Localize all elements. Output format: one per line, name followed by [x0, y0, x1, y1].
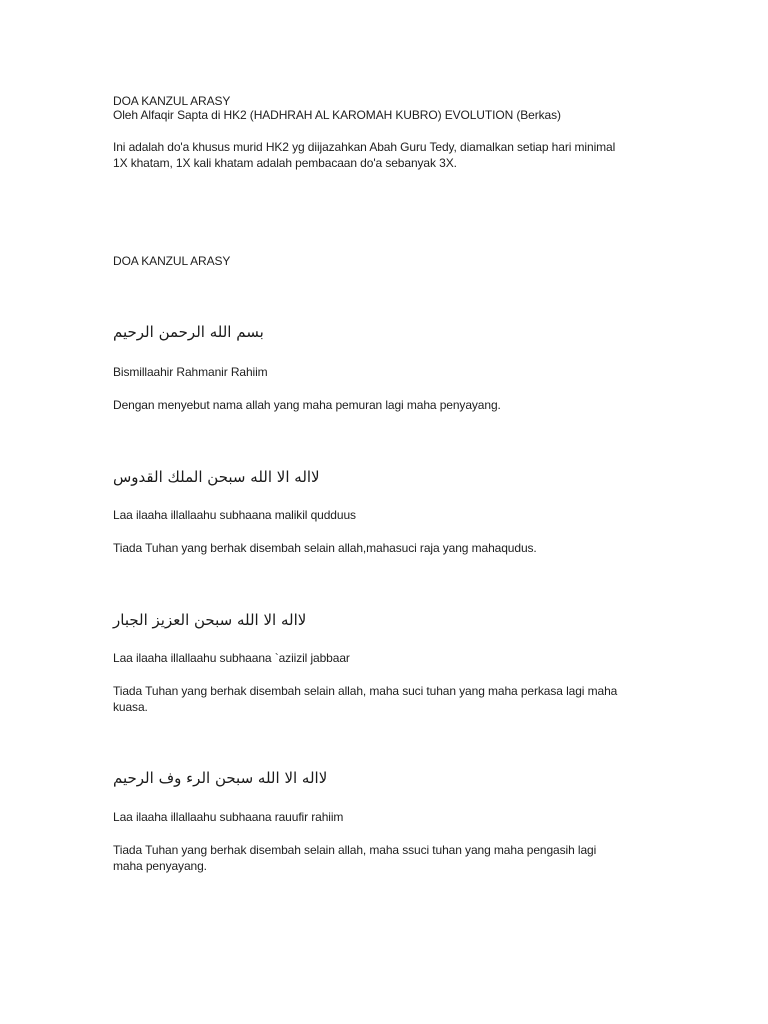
intro-line-1: Ini adalah do'a khusus murid HK2 yg diijazahkan Abah Guru Tedy, diamalkan setiap hari minimal — [113, 140, 616, 154]
document-byline: Oleh Alfaqir Sapta di HK2 (HADHRAH AL KAROMAH KUBRO) EVOLUTION (Berkas) — [113, 108, 561, 122]
verse-3-translation-line-1: Tiada Tuhan yang berhak disembah selain allah, maha suci tuhan yang maha perkasa lagi maha — [113, 684, 618, 698]
verse-1-translation: Dengan menyebut nama allah yang maha pemuran lagi maha penyayang. — [113, 398, 501, 412]
verse-4-translation-line-2: maha penyayang. — [113, 859, 207, 873]
verse-4-latin: Laa ilaaha illallaahu subhaana rauufir rahiim — [113, 810, 344, 824]
verse-3-translation-line-2: kuasa. — [113, 700, 148, 714]
verse-2-arabic: لااله الا الله سبحن الملك القدوس — [113, 468, 320, 486]
verse-4-translation-line-1: Tiada Tuhan yang berhak disembah selain allah, maha ssuci tuhan yang maha pengasih lagi — [113, 843, 597, 857]
document-title: DOA KANZUL ARASY — [113, 94, 231, 108]
section-title: DOA KANZUL ARASY — [113, 254, 231, 268]
verse-2-translation: Tiada Tuhan yang berhak disembah selain allah,mahasuci raja yang mahaqudus. — [113, 541, 537, 555]
verse-3-arabic: لااله الا الله سبحن العزيز الجبار — [113, 611, 307, 629]
verse-1-latin: Bismillaahir Rahmanir Rahiim — [113, 365, 268, 379]
verse-4-arabic: لااله الا الله سبحن الرء وف الرحيم — [113, 769, 328, 787]
verse-1-arabic: بسم الله الرحمن الرحيم — [113, 323, 264, 341]
intro-line-2: 1X khatam, 1X kali khatam adalah pembacaan do'a sebanyak 3X. — [113, 156, 457, 170]
verse-2-latin: Laa ilaaha illallaahu subhaana malikil qudduus — [113, 508, 356, 522]
verse-3-latin: Laa ilaaha illallaahu subhaana `aziizil jabbaar — [113, 651, 350, 665]
